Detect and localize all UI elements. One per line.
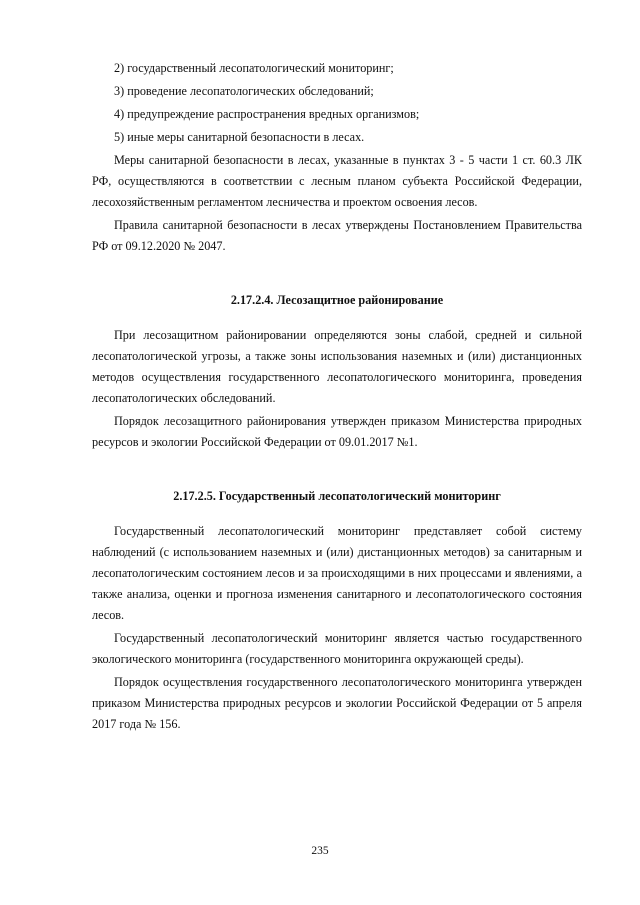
paragraph-sanitary-rules: Правила санитарной безопасности в лесах утверждены Постановлением Правительства РФ от 09.12.2020 № 2047.: [92, 218, 582, 253]
paragraph-zoning-definition: При лесозащитном районировании определяются зоны слабой, средней и сильной лесопатологической угрозы, а также зоны использования наземных и (или) дистанционных методов осуществления государственного лесопатологического мониторинга, проведения лесопатологических обследований.: [92, 328, 582, 405]
list-item: 3) проведение лесопатологических обследований;: [114, 84, 374, 98]
list-item: 5) иные меры санитарной безопасности в лесах.: [114, 130, 365, 144]
paragraph-monitoring-part-of: Государственный лесопатологический мониторинг является частью государственного экологического мониторинга (государственного мониторинга окружающей среды).: [92, 631, 582, 666]
paragraph-monitoring-definition: Государственный лесопатологический мониторинг представляет собой систему наблюдений (с использованием наземных и (или) дистанционных методов) за санитарным и лесопатологическим состоянием лесов и за происходящими в них процессами и явлениями, а также анализа, оценки и прогноза изменения санитарного и лесопатологического состояния лесов.: [92, 524, 582, 622]
section-heading-state-monitoring: 2.17.2.5. Государственный лесопатологический мониторинг: [173, 489, 501, 503]
paragraph-sanitary-measures: Меры санитарной безопасности в лесах, указанные в пунктах 3 - 5 части 1 ст. 60.3 ЛК РФ, осуществляются в соответствии с лесным планом субъекта Российской Федерации, лесохозяйственным регламентом лесничества и проектом освоения лесов.: [92, 153, 582, 209]
page-number: 235: [311, 845, 329, 857]
list-item: 4) предупреждение распространения вредных организмов;: [114, 107, 420, 121]
page-content: [92, 58, 582, 735]
list-item: 2) государственный лесопатологический мониторинг;: [114, 61, 394, 75]
paragraph-zoning-order: Порядок лесозащитного районирования утвержден приказом Министерства природных ресурсов и экологии Российской Федерации от 09.01.2017 №1.: [92, 414, 582, 449]
paragraph-monitoring-order: Порядок осуществления государственного лесопатологического мониторинга утвержден приказом Министерства природных ресурсов и экологии Российской Федерации от 5 апреля 2017 года № 156.: [92, 675, 582, 731]
section-heading-forest-protection-zoning: 2.17.2.4. Лесозащитное районирование: [230, 293, 444, 307]
